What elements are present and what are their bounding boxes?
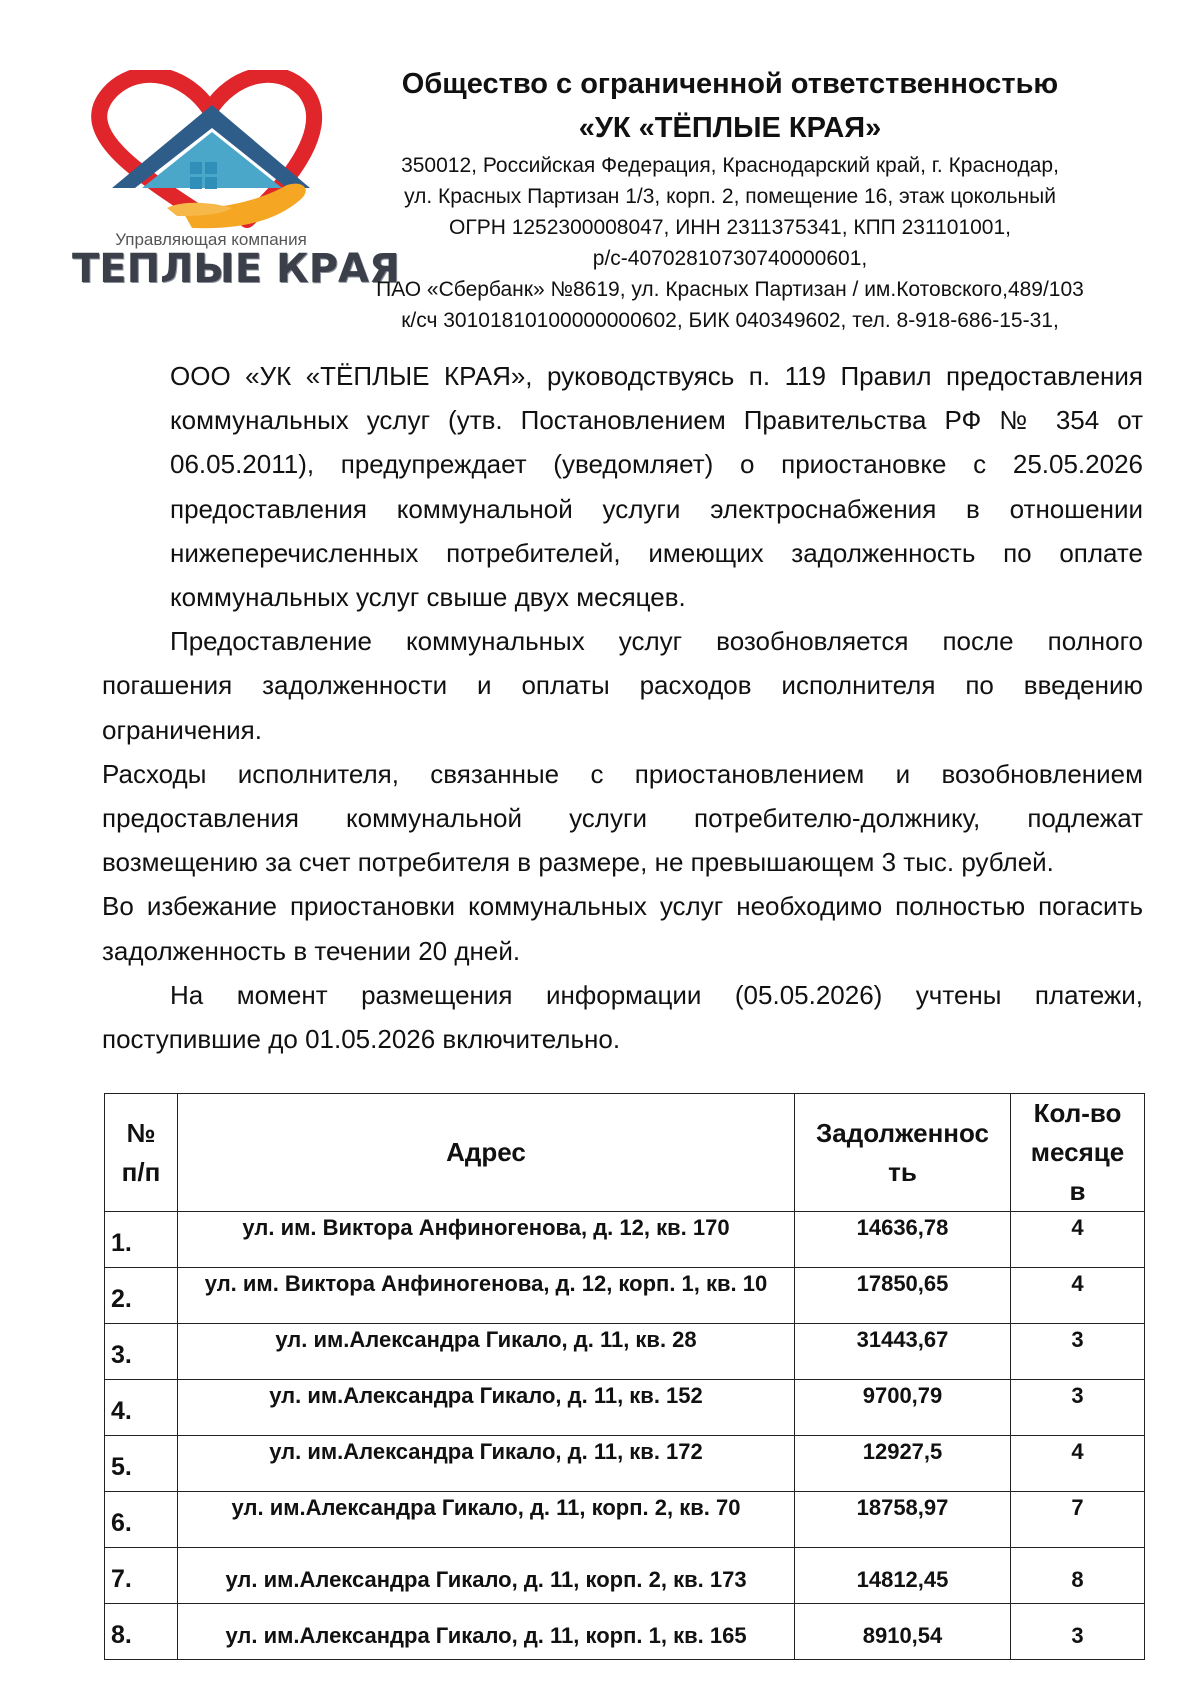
paragraph-2: Предоставление коммунальных услуг возобновляется после полного погашения задолженности и оплаты расходов исполнителя по введению ограничения. bbox=[102, 626, 1143, 745]
address-line1: 350012, Российская Федерация, Краснодарский край, г. Краснодар, bbox=[401, 154, 1059, 177]
cell-num: 5. bbox=[105, 1436, 178, 1492]
notice-body bbox=[102, 354, 1143, 1061]
table-row bbox=[105, 1380, 1145, 1436]
header-num: № п/п bbox=[105, 1094, 178, 1212]
cell-address: ул. им.Александра Гикало, д. 11, корп. 2, кв. 173 bbox=[178, 1548, 795, 1604]
cell-months: 4 bbox=[1011, 1436, 1145, 1492]
cell-address: ул. им.Александра Гикало, д. 11, кв. 28 bbox=[178, 1324, 795, 1380]
address-line2: ул. Красных Партизан 1/3, корп. 2, помещение 16, этаж цокольный bbox=[404, 185, 1056, 208]
company-title-line2: «УК «ТЁПЛЫЕ КРАЯ» bbox=[578, 112, 882, 144]
cell-months: 4 bbox=[1011, 1268, 1145, 1324]
cell-months: 4 bbox=[1011, 1212, 1145, 1268]
table-row bbox=[105, 1436, 1145, 1492]
cell-num: 2. bbox=[105, 1268, 178, 1324]
cell-debt: 18758,97 bbox=[795, 1492, 1011, 1548]
cell-debt: 14636,78 bbox=[795, 1212, 1011, 1268]
paragraph-3: Расходы исполнителя, связанные с приостановлением и возобновлением предоставления коммунальной услуги потребителю-должнику, подлежат возмещению за счет потребителя в размере, не превышающем 3 тыс. рублей. bbox=[102, 758, 1143, 878]
cell-num: 4. bbox=[105, 1380, 178, 1436]
company-logo bbox=[72, 70, 400, 296]
table-row bbox=[105, 1548, 1145, 1604]
cell-debt: 17850,65 bbox=[795, 1268, 1011, 1324]
company-title-line1: Общество с ограниченной ответственностью bbox=[401, 68, 1059, 100]
header-debt: Задолженность bbox=[795, 1094, 1011, 1212]
cell-num: 8. bbox=[105, 1604, 178, 1660]
cell-address: ул. им.Александра Гикало, д. 11, корп. 2, кв. 70 bbox=[178, 1492, 795, 1548]
paragraph-5: На момент размещения информации (05.05.2026) учтены платежи, поступившие до 01.05.2026 включительно. bbox=[102, 979, 1143, 1055]
cell-num: 1. bbox=[105, 1212, 178, 1268]
cell-months: 3 bbox=[1011, 1604, 1145, 1660]
cell-debt: 12927,5 bbox=[795, 1436, 1011, 1492]
logo-name: ТЕПЛЫЕ КРАЯ bbox=[72, 246, 400, 292]
table-row bbox=[105, 1492, 1145, 1548]
logo-subtitle: Управляющая компания bbox=[115, 230, 307, 249]
table-row bbox=[105, 1324, 1145, 1380]
cell-num: 6. bbox=[105, 1492, 178, 1548]
cell-months: 3 bbox=[1011, 1380, 1145, 1436]
table-row bbox=[105, 1212, 1145, 1268]
cell-num: 3. bbox=[105, 1324, 178, 1380]
cell-address: ул. им.Александра Гикало, д. 11, кв. 152 bbox=[178, 1380, 795, 1436]
cell-months: 8 bbox=[1011, 1548, 1145, 1604]
table-header-row bbox=[105, 1094, 1145, 1212]
ogrn-line: ОГРН 1252300008047, ИНН 2311375341, КПП 231101001, bbox=[448, 216, 1012, 239]
cell-debt: 8910,54 bbox=[795, 1604, 1011, 1660]
cell-address: ул. им. Виктора Анфиногенова, д. 12, кв. 170 bbox=[178, 1212, 795, 1268]
header-address: Адрес bbox=[178, 1094, 795, 1212]
cell-months: 3 bbox=[1011, 1324, 1145, 1380]
cell-debt: 9700,79 bbox=[795, 1380, 1011, 1436]
account-line: р/с-40702810730740000601, bbox=[592, 247, 868, 270]
cell-months: 7 bbox=[1011, 1492, 1145, 1548]
table-row bbox=[105, 1604, 1145, 1660]
corr-account-line: к/сч 30101810100000000602, БИК 040349602, тел. 8-918-686-15-31, bbox=[401, 309, 1059, 332]
cell-address: ул. им.Александра Гикало, д. 11, кв. 172 bbox=[178, 1436, 795, 1492]
cell-num: 7. bbox=[105, 1548, 178, 1604]
cell-address: ул. им.Александра Гикало, д. 11, корп. 1, кв. 165 bbox=[178, 1604, 795, 1660]
paragraph-1: ООО «УК «ТЁПЛЫЕ КРАЯ», руководствуясь п. 119 Правил предоставления коммунальных услуг (утв. Постановлением Правительства РФ № 354 от 06.05.2011), предупреждает (уведомляет) о приостановке с 25.05.2026 предоставления коммунальной услуги электроснабжения в отношении нижеперечисленных потребителей, имеющих задолженность по оплате коммунальных услуг свыше двух месяцев. bbox=[170, 361, 1143, 613]
cell-debt: 14812,45 bbox=[795, 1548, 1011, 1604]
bank-line: ПАО «Сбербанк» №8619, ул. Красных Партизан / им.Котовского,489/103 bbox=[376, 278, 1084, 301]
header-months: Кол-во месяцев bbox=[1011, 1094, 1145, 1212]
cell-address: ул. им. Виктора Анфиногенова, д. 12, корп. 1, кв. 10 bbox=[178, 1268, 795, 1324]
letterhead bbox=[345, 62, 1115, 336]
debtors-table bbox=[104, 1093, 1145, 1660]
cell-debt: 31443,67 bbox=[795, 1324, 1011, 1380]
paragraph-4: Во избежание приостановки коммунальных услуг необходимо полностью погасить задолженность в течении 20 дней. bbox=[102, 891, 1143, 966]
table-row bbox=[105, 1268, 1145, 1324]
